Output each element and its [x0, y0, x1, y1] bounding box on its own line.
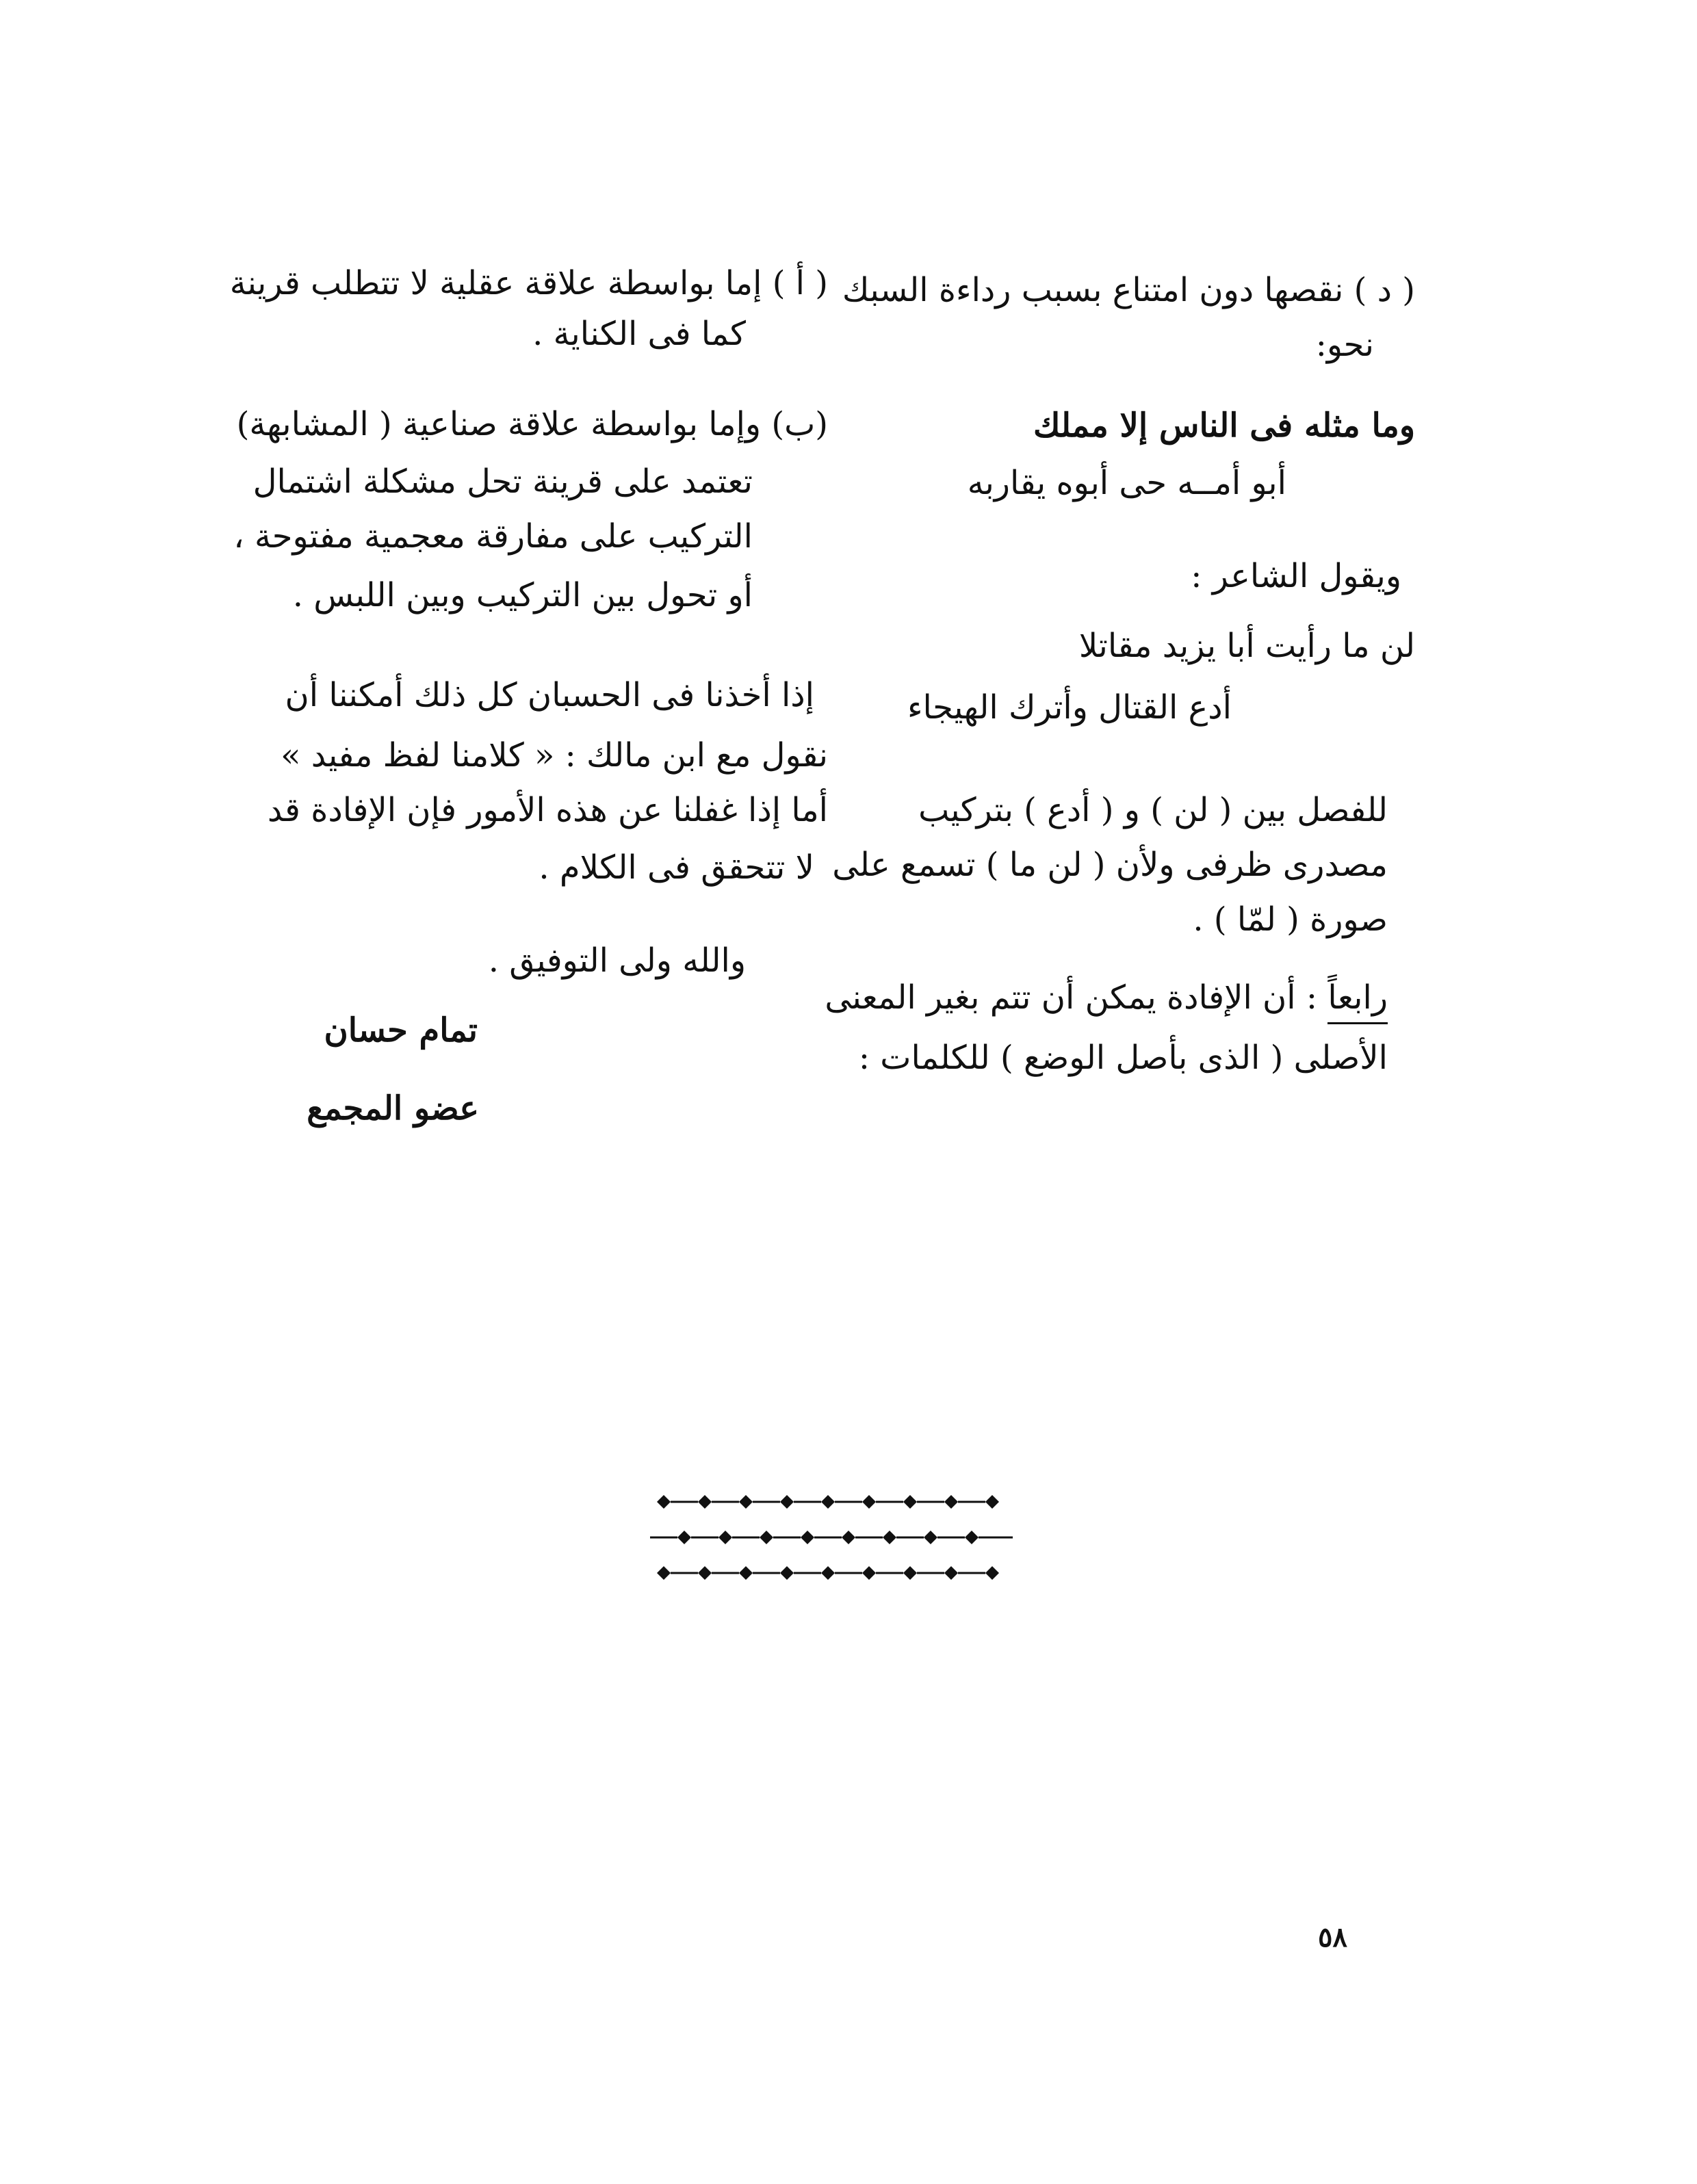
fourth-label: رابعاً [1327, 978, 1388, 1024]
right-explain-line1: للفصل بين ( لن ) و ( أدع ) بتركيب [918, 791, 1388, 829]
right-verse2-line1: لن ما رأيت أبا يزيد مقاتلا [1078, 627, 1415, 665]
right-poet-intro: ويقول الشاعر : [1191, 557, 1401, 595]
right-verse1-line2: أبو أمــه حى أبوه يقاربه [967, 464, 1286, 502]
left-conc-line2: نقول مع ابن مالك : « كلامنا لفظ مفيد » [281, 736, 828, 775]
left-conc-line3: أما إذا غفلنا عن هذه الأمور فإن الإفادة قد [267, 791, 828, 829]
right-fourth-line1 [825, 978, 1388, 1017]
fourth-line1-rest: : أن الإفادة يمكن أن تتم بغير المعنى [825, 978, 1318, 1017]
page-number: ٥٨ [1318, 1921, 1347, 1953]
right-verse1-line1: وما مثله فى الناس إلا مملك [1033, 406, 1415, 445]
left-b-line3: التركيب على مفارقة معجمية مفتوحة ، [233, 517, 753, 556]
left-conc-line1: إذا أخذنا فى الحسبان كل ذلك أمكننا أن [285, 676, 814, 714]
left-b-line4: أو تحول بين التركيب وبين اللبس . [292, 576, 753, 614]
author-title: عضو المجمع [307, 1089, 479, 1128]
right-explain-line2: مصدرى ظرفى ولأن ( لن ما ) تسمع على [832, 846, 1388, 884]
right-fourth-line2: الأصلى ( الذى بأصل الوضع ) للكلمات : [858, 1039, 1388, 1077]
author-name: تمام حسان [324, 1011, 478, 1050]
left-a-line2: كما فى الكناية . [532, 315, 746, 353]
right-d-line1: ( د ) نقصها دون امتناع بسبب رداءة السبك [842, 271, 1415, 309]
left-conc-line4: لا تتحقق فى الكلام . [539, 848, 814, 887]
left-b-line2: تعتمد على قرينة تحل مشكلة اشتمال [252, 463, 753, 501]
left-b-line1: (ب) وإما بواسطة علاقة صناعية ( المشابهة) [236, 405, 828, 443]
right-verse2-line2: أدع القتال وأترك الهيجاء [907, 688, 1232, 727]
left-a-line1: ( أ ) إما بواسطة علاقة عقلية لا تتطلب قرينة [229, 264, 828, 302]
right-explain-line3: صورة ( لمّا ) . [1193, 900, 1388, 939]
left-closing: والله ولى التوفيق . [488, 941, 746, 980]
ornament-divider-icon [643, 1488, 1040, 1591]
right-d-line2: نحو: [1315, 326, 1374, 364]
